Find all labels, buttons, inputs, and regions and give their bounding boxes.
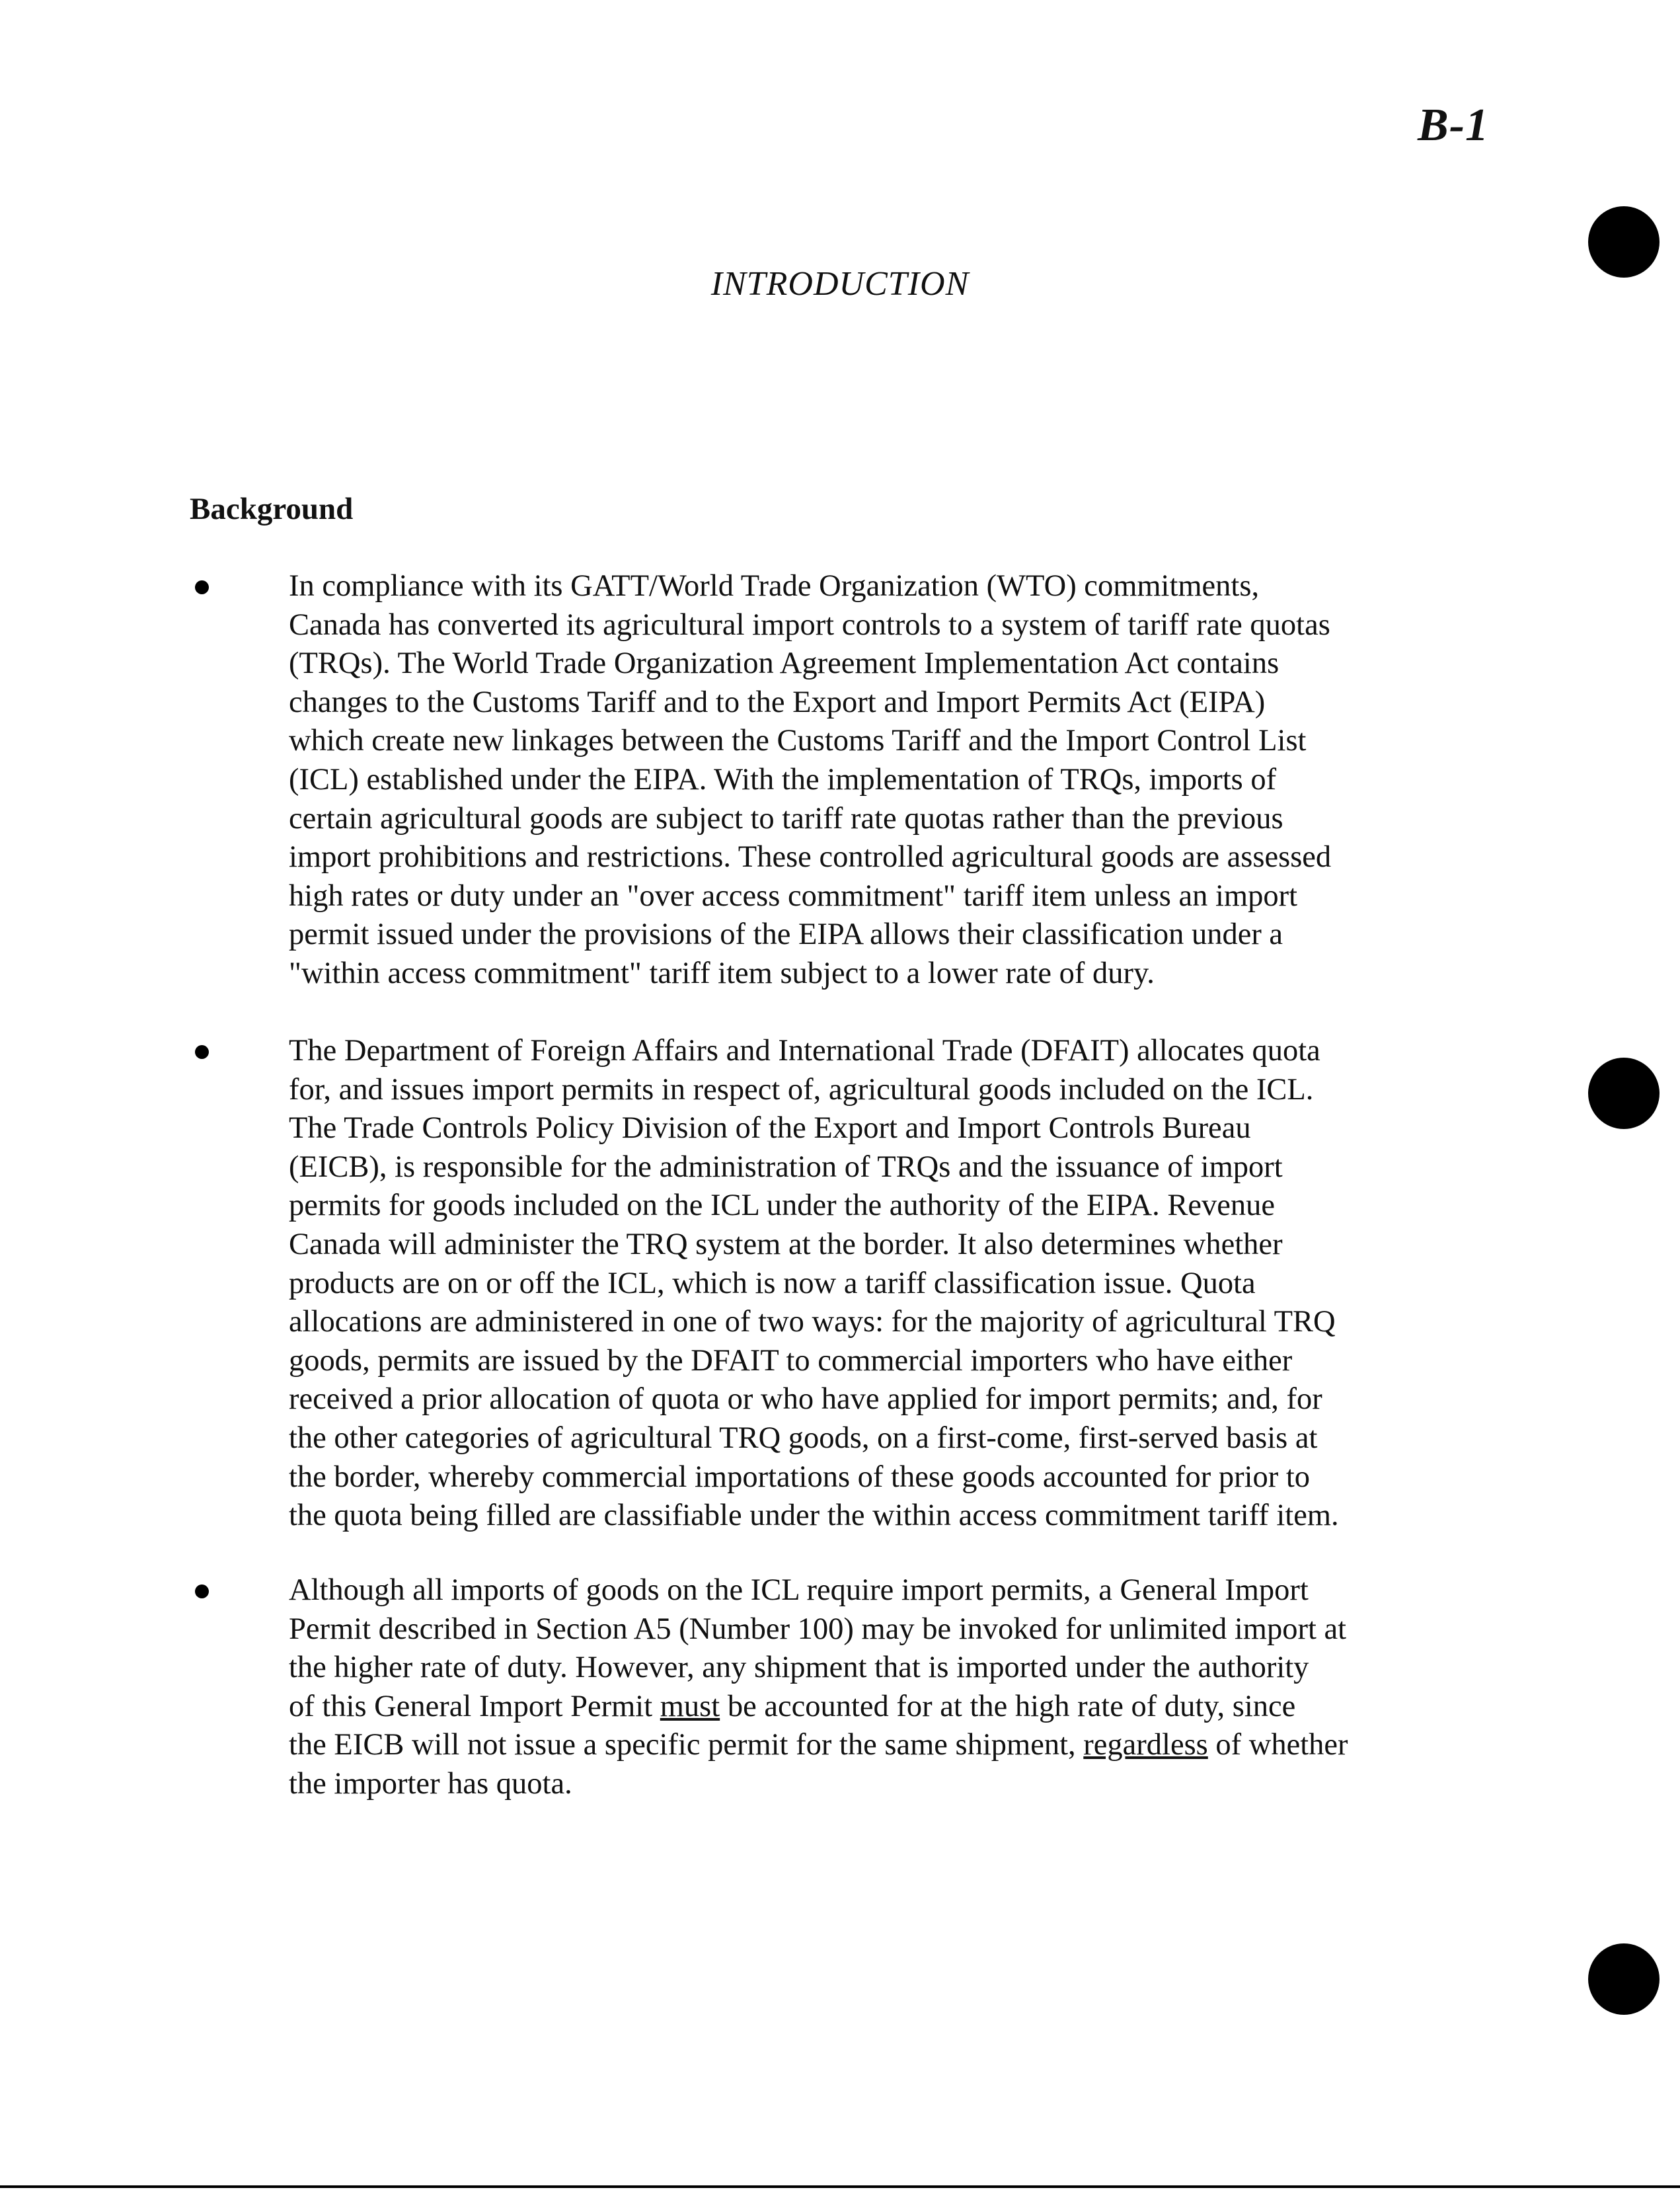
text-segment: the EICB will not issue a specific permit for the same shipment,: [289, 1728, 1084, 1762]
paragraph-line: the importer has quota.: [289, 1766, 572, 1801]
bullet-paragraph: [289, 1571, 1531, 1804]
paragraph-line: which create new linkages between the Customs Tariff and the Import Control List: [289, 724, 1307, 758]
paragraph-line: "within access commitment" tariff item subject to a lower rate of dury.: [289, 956, 1155, 990]
paragraph-line: (ICL) established under the EIPA. With the implementation of TRQs, imports of: [289, 762, 1277, 797]
punch-hole-bottom: [1588, 1943, 1660, 2015]
text-segment: be accounted for at the high rate of duty, since: [720, 1689, 1296, 1723]
bullet-dot-icon: [195, 1584, 209, 1598]
paragraph-line: [289, 1726, 1531, 1765]
paragraph-line: the other categories of agricultural TRQ goods, on a first-come, first-served basis at: [289, 1421, 1318, 1455]
emphasis-must: must: [660, 1689, 720, 1723]
paragraph-line: Canada has converted its agricultural import controls to a system of tariff rate quotas: [289, 607, 1330, 642]
page-title: INTRODUCTION: [710, 265, 970, 303]
bottom-border-line: [0, 2185, 1680, 2188]
paragraph-line: [289, 1688, 1531, 1727]
paragraph-line: goods, permits are issued by the DFAIT to commercial importers who have either: [289, 1343, 1293, 1378]
text-segment: of whether: [1207, 1728, 1348, 1762]
paragraph-line: the quota being filled are classifiable under the within access commitment tariff item.: [289, 1499, 1339, 1533]
paragraph-line: (EICB), is responsible for the administration of TRQs and the issuance of import: [289, 1150, 1283, 1184]
text-segment: of this General Import Permit: [289, 1689, 660, 1723]
paragraph-line: changes to the Customs Tariff and to the Export and Import Permits Act (EIPA): [289, 685, 1266, 719]
paragraph-line: The Department of Foreign Affairs and International Trade (DFAIT) allocates quota: [289, 1034, 1320, 1068]
paragraph-line: certain agricultural goods are subject to tariff rate quotas rather than the previous: [289, 801, 1283, 836]
bullet-dot-icon: [195, 1045, 209, 1059]
paragraph-line: Although all imports of goods on the ICL require import permits, a General Import: [289, 1573, 1309, 1607]
bullet-paragraph: [289, 1032, 1531, 1536]
paragraph-line: In compliance with its GATT/World Trade Organization (WTO) commitments,: [289, 569, 1260, 603]
paragraph-line: received a prior allocation of quota or who have applied for import permits; and, for: [289, 1382, 1322, 1417]
page-number: B-1: [1418, 100, 1489, 151]
paragraph-line: permit issued under the provisions of the EIPA allows their classification under a: [289, 918, 1283, 952]
paragraph-line: high rates or duty under an "over access commitment" tariff item unless an import: [289, 879, 1297, 913]
paragraph-line: import prohibitions and restrictions. These controlled agricultural goods are assessed: [289, 840, 1332, 875]
paragraph-line: allocations are administered in one of two ways: for the majority of agricultural TRQ: [289, 1305, 1336, 1339]
bullet-dot-icon: [195, 580, 209, 594]
emphasis-regardless: regardless: [1083, 1728, 1208, 1762]
paragraph-line: Canada will administer the TRQ system at the border. It also determines whether: [289, 1227, 1283, 1261]
paragraph-line: the higher rate of duty. However, any shipment that is imported under the authority: [289, 1651, 1309, 1685]
paragraph-line: The Trade Controls Policy Division of the Export and Import Controls Bureau: [289, 1111, 1251, 1146]
bullet-paragraph: [289, 567, 1531, 994]
punch-hole-middle: [1588, 1058, 1660, 1129]
section-heading: Background: [190, 492, 354, 526]
paragraph-line: permits for goods included on the ICL under the authority of the EIPA. Revenue: [289, 1189, 1275, 1223]
paragraph-line: for, and issues import permits in respect of, agricultural goods included on the ICL.: [289, 1072, 1314, 1107]
paragraph-line: the border, whereby commercial importations of these goods accounted for prior to: [289, 1460, 1311, 1494]
paragraph-line: (TRQs). The World Trade Organization Agreement Implementation Act contains: [289, 646, 1279, 681]
paragraph-line: products are on or off the ICL, which is now a tariff classification issue. Quota: [289, 1266, 1256, 1300]
paragraph-line: Permit described in Section A5 (Number 100) may be invoked for unlimited import at: [289, 1612, 1347, 1646]
